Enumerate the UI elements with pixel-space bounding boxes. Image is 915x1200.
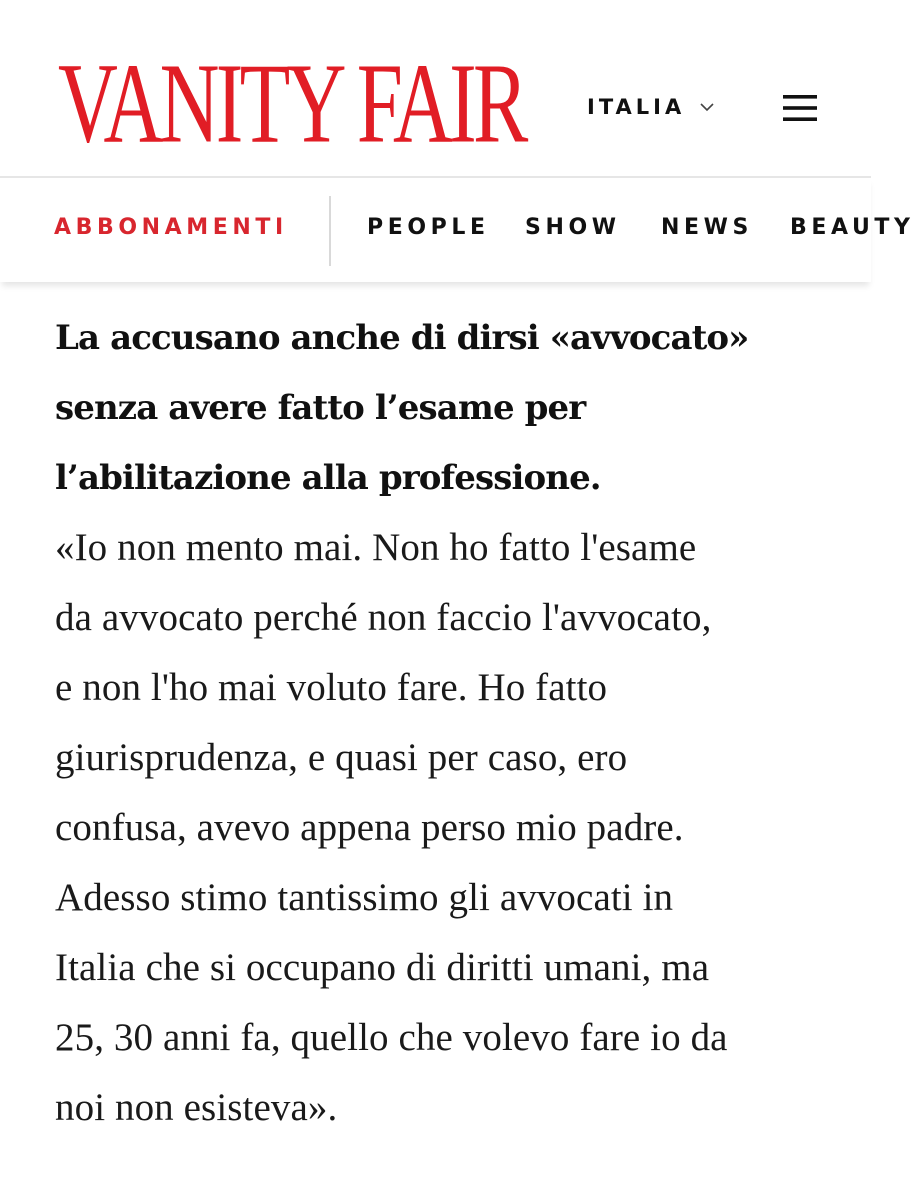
hamburger-menu-icon[interactable] <box>783 93 817 123</box>
interview-answer <box>55 513 845 1143</box>
vanity-fair-logo[interactable] <box>58 40 525 168</box>
answer-line: 25, 30 anni fa, quello che volevo fare io da <box>55 1016 728 1059</box>
nav-item-abbonamenti[interactable]: ABBONAMENTI <box>54 215 288 240</box>
answer-line: Italia che si occupano di diritti umani, ma <box>55 946 710 989</box>
article-body <box>55 303 845 1143</box>
section-nav <box>0 176 915 282</box>
question-line: La accusano anche di dirsi «avvocato» <box>55 318 749 358</box>
nav-item-show[interactable]: SHOW <box>525 215 621 240</box>
nav-item-people[interactable]: PEOPLE <box>367 215 490 240</box>
nav-divider <box>329 196 331 266</box>
answer-line: «Io non mento mai. Non ho fatto l'esame <box>55 526 697 569</box>
edition-label: ITALIA <box>587 95 686 119</box>
site-header <box>0 0 871 176</box>
edition-selector[interactable] <box>587 91 715 123</box>
nav-item-news[interactable]: NEWS <box>661 215 753 240</box>
question-line: senza avere fatto l’esame per <box>55 388 586 428</box>
chevron-down-icon <box>699 99 715 115</box>
answer-line: Adesso stimo tantissimo gli avvocati in <box>55 876 674 919</box>
answer-line: e non l'ho mai voluto fare. Ho fatto <box>55 666 608 709</box>
logo-text: VANITY FAIR <box>58 40 525 168</box>
answer-line: confusa, avevo appena perso mio padre. <box>55 806 684 849</box>
question-line: l’abilitazione alla professione. <box>55 458 601 498</box>
answer-line: noi non esisteva». <box>55 1086 338 1129</box>
interview-question <box>55 303 845 513</box>
answer-line: da avvocato perché non faccio l'avvocato, <box>55 596 712 639</box>
nav-item-beauty[interactable]: BEAUTY <box>790 215 915 240</box>
answer-line: giurisprudenza, e quasi per caso, ero <box>55 736 628 779</box>
